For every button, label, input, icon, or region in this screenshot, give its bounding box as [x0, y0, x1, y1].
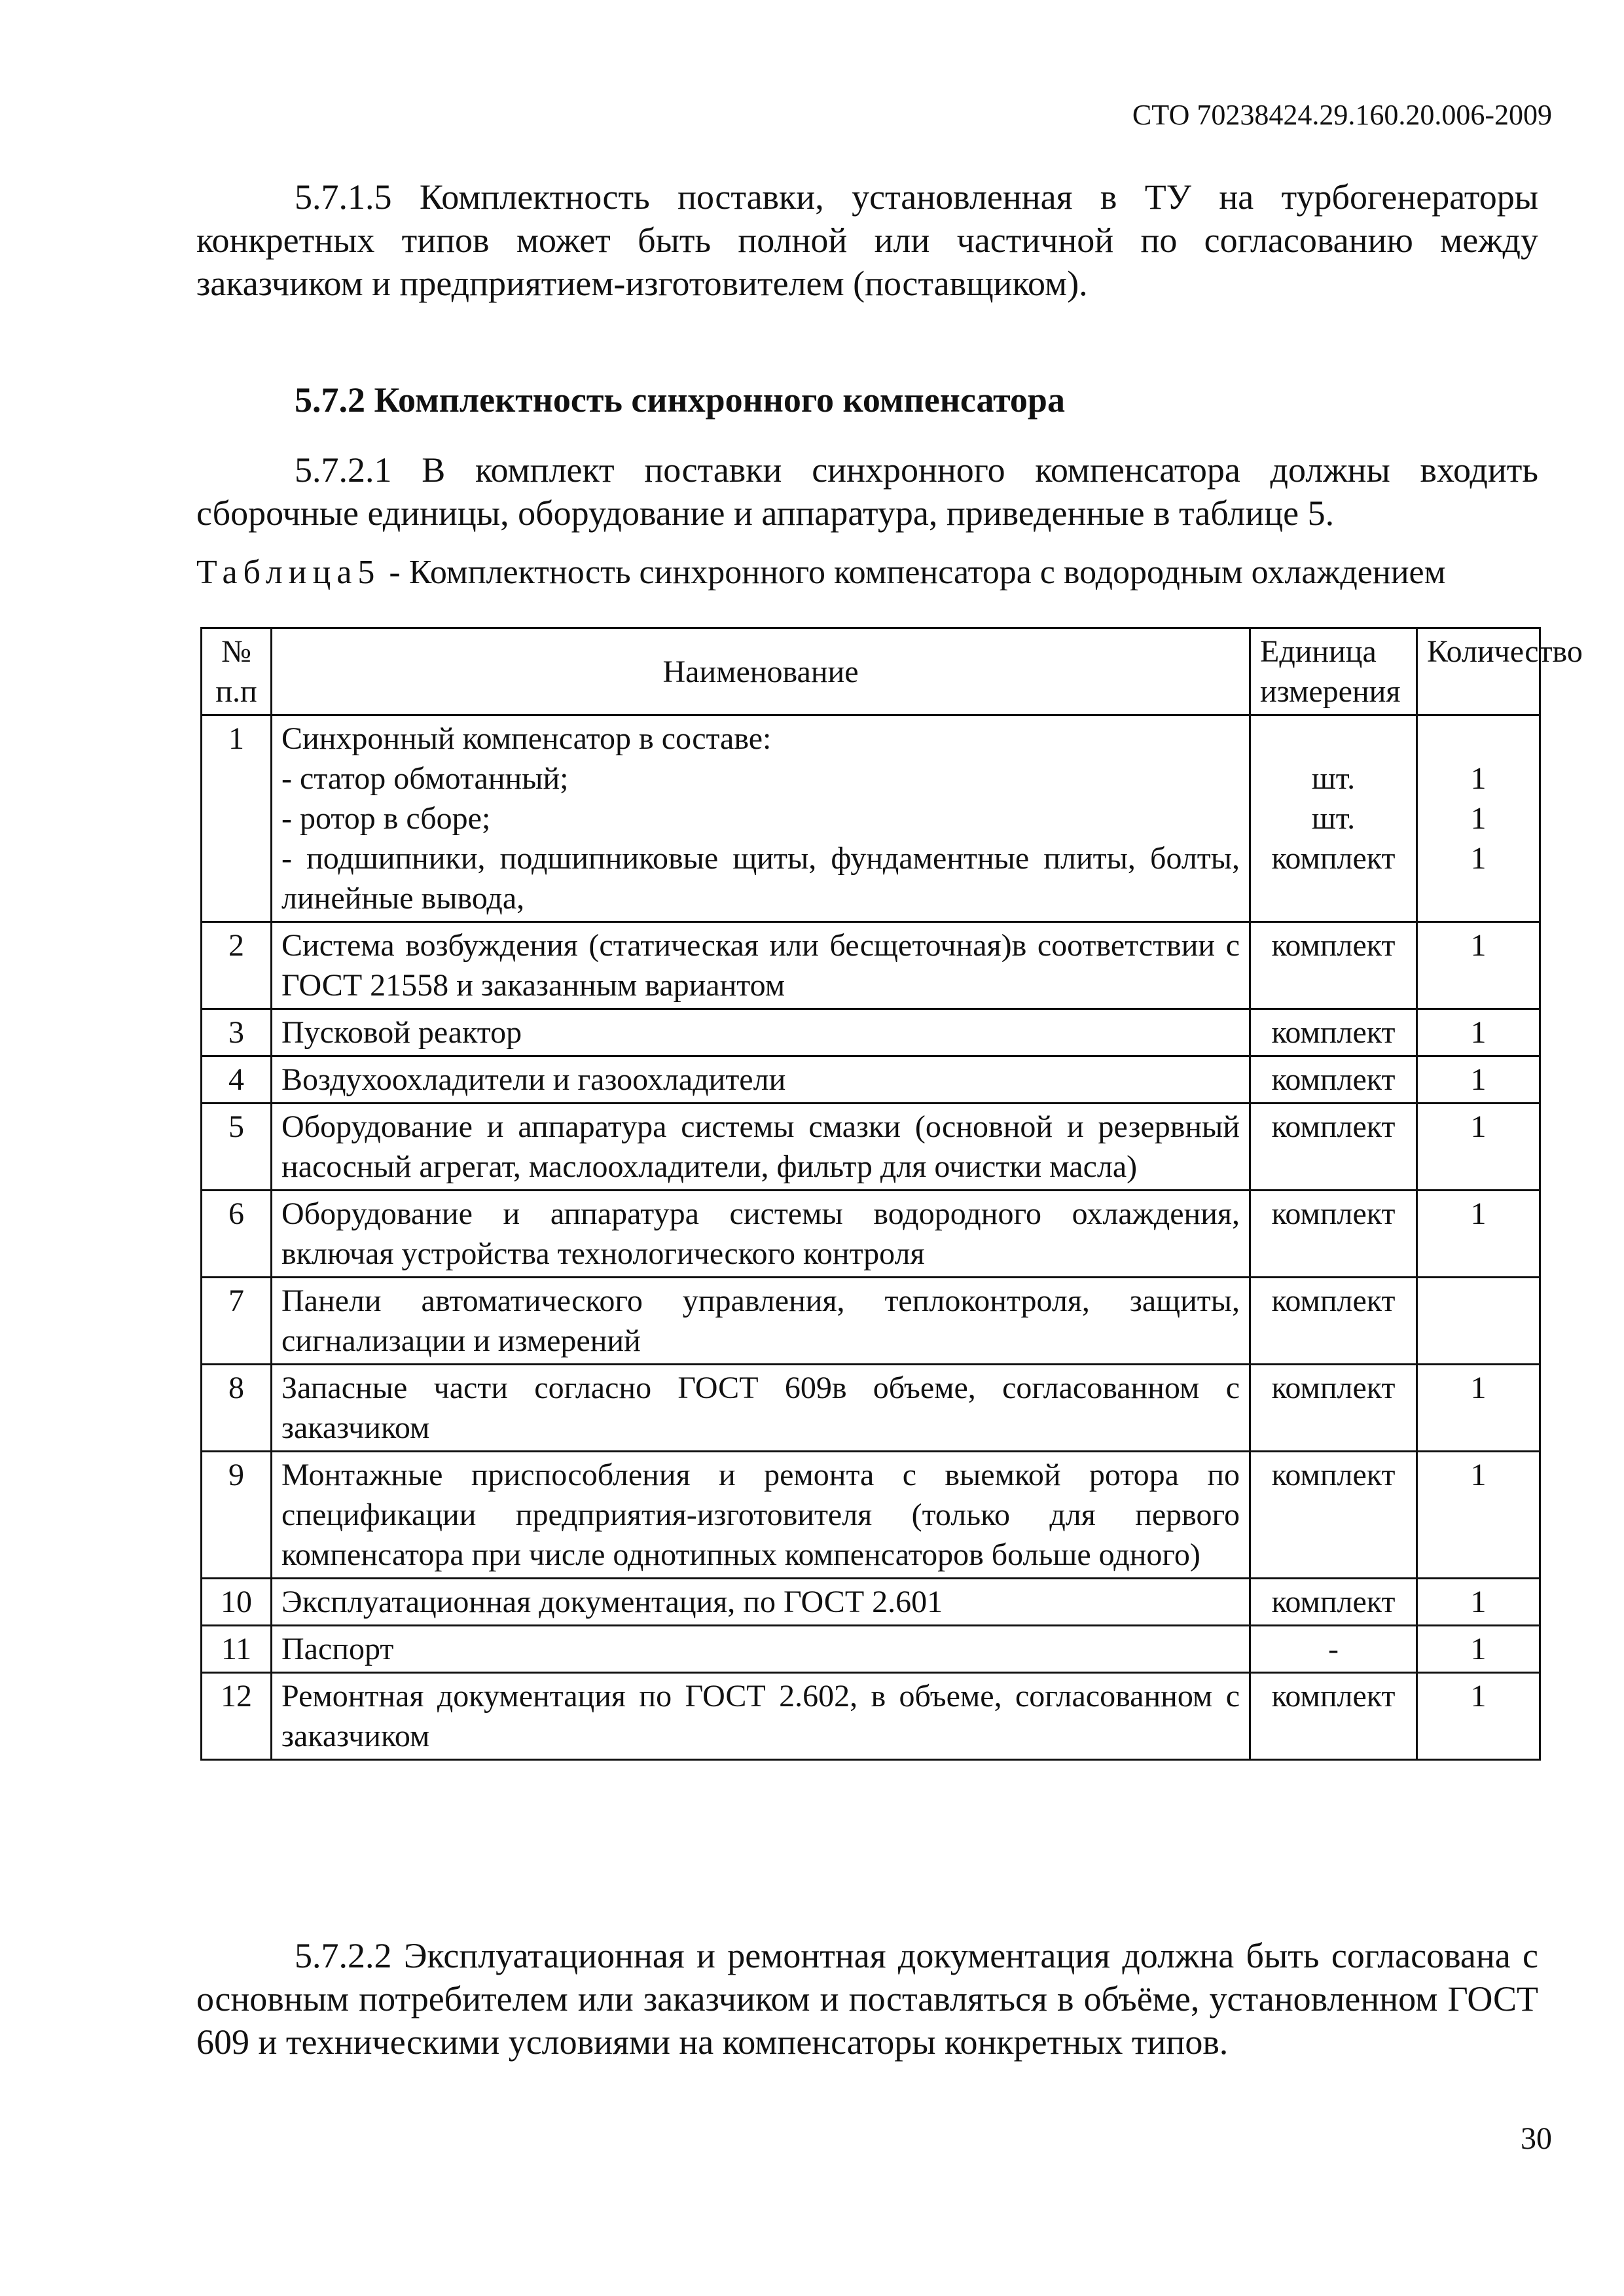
row-unit-value: шт.	[1311, 801, 1356, 836]
row-line: - ротор в сборе;	[281, 801, 491, 836]
row-unit: комплект	[1250, 1579, 1417, 1626]
row-num: 4	[202, 1056, 272, 1103]
row-unit	[1250, 715, 1417, 922]
row-qty: 1	[1417, 1191, 1540, 1278]
table-row	[202, 1673, 1540, 1760]
row-qty: 1	[1417, 1452, 1540, 1579]
row-unit: комплект	[1250, 1278, 1417, 1365]
row-qty: 1	[1417, 1579, 1540, 1626]
row-name: Паспорт	[272, 1626, 1250, 1673]
table-row	[202, 1579, 1540, 1626]
row-num: 7	[202, 1278, 272, 1365]
row-name: Монтажные приспособления и ремонта с выемкой ротора по спецификации предприятия-изготовителя (только для первого компенсатора при числе однотипных компенсаторов больше одного)	[272, 1452, 1250, 1579]
row-num: 12	[202, 1673, 272, 1760]
row-num: 11	[202, 1626, 272, 1673]
table-row	[202, 1056, 1540, 1103]
row-name: Запасные части согласно ГОСТ 609в объеме, согласованном с заказчиком	[272, 1365, 1250, 1452]
table-header-row	[202, 628, 1540, 715]
row-num: 3	[202, 1009, 272, 1056]
row-num: 5	[202, 1103, 272, 1191]
row-qty: 1	[1417, 1626, 1540, 1673]
row-unit-value: комплект	[1271, 841, 1396, 876]
row-line: - статор обмотанный;	[281, 761, 569, 796]
row-unit: комплект	[1250, 1009, 1417, 1056]
row-qty: 1	[1417, 922, 1540, 1009]
row-qty-value: 1	[1470, 761, 1487, 796]
row-name: Оборудование и аппаратура системы водородного охлаждения, включая устройства технологического контроля	[272, 1191, 1250, 1278]
row-num: 8	[202, 1365, 272, 1452]
table-row	[202, 1365, 1540, 1452]
paragraph-5-7-2-2-text: 5.7.2.2 Эксплуатационная и ремонтная документация должна быть согласована с основным потребителем или заказчиком и поставляться в объёме, установленном ГОСТ 609 и техническими условиями на компенсаторы конкретных типов.	[196, 1936, 1538, 2062]
row-unit: комплект	[1250, 1056, 1417, 1103]
row-qty-value: 1	[1470, 801, 1487, 836]
table-row	[202, 1103, 1540, 1191]
row-unit: комплект	[1250, 1452, 1417, 1579]
row-unit: комплект	[1250, 1673, 1417, 1760]
row-num: 9	[202, 1452, 272, 1579]
row-unit: комплект	[1250, 922, 1417, 1009]
paragraph-5-7-1-5	[196, 175, 1538, 305]
paragraph-5-7-2-1	[196, 448, 1538, 535]
row-qty: 1	[1417, 1673, 1540, 1760]
table-caption	[196, 553, 1446, 592]
row-qty: 1	[1417, 1056, 1540, 1103]
row-qty: 1	[1417, 1103, 1540, 1191]
table-caption-label: Таблица5	[196, 554, 381, 591]
row-line: - подшипники, подшипниковые щиты, фундаментные плиты, болты, линейные вывода,	[281, 841, 1240, 916]
table-row	[202, 1009, 1540, 1056]
header-name: Наименование	[272, 628, 1250, 715]
row-name: Ремонтная документация по ГОСТ 2.602, в объеме, согласованном с заказчиком	[272, 1673, 1250, 1760]
page-number: 30	[1521, 2121, 1552, 2156]
table-row	[202, 1452, 1540, 1579]
paragraph-5-7-2-2	[196, 1934, 1538, 2064]
row-qty	[1417, 1278, 1540, 1365]
row-qty: 1	[1417, 1009, 1540, 1056]
row-name: Панели автоматического управления, теплоконтроля, защиты, сигнализации и измерений	[272, 1278, 1250, 1365]
row-num: 10	[202, 1579, 272, 1626]
row-unit: -	[1250, 1626, 1417, 1673]
table-row	[202, 1278, 1540, 1365]
table-row	[202, 1626, 1540, 1673]
header-qty: Количество	[1417, 628, 1540, 715]
row-unit: комплект	[1250, 1103, 1417, 1191]
row-qty-value: 1	[1470, 841, 1487, 876]
table-row	[202, 922, 1540, 1009]
row-name: Воздухоохладители и газоохладители	[272, 1056, 1250, 1103]
table-row	[202, 1191, 1540, 1278]
row-num: 2	[202, 922, 272, 1009]
table-row	[202, 715, 1540, 922]
header-unit: Единица измерения	[1250, 628, 1417, 715]
row-line: Синхронный компенсатор в составе:	[281, 721, 772, 756]
row-name: Пусковой реактор	[272, 1009, 1250, 1056]
document-code: СТО 70238424.29.160.20.006-2009	[1132, 99, 1552, 131]
paragraph-5-7-1-5-text: 5.7.1.5 Комплектность поставки, установленная в ТУ на турбогенераторы конкретных типов может быть полной или частичной по согласованию между заказчиком и предприятием-изготовителем (поставщиком).	[196, 177, 1538, 303]
row-name	[272, 715, 1250, 922]
row-name: Оборудование и аппаратура системы смазки (основной и резервный насосный агрегат, маслоохладители, фильтр для очистки масла)	[272, 1103, 1250, 1191]
paragraph-5-7-2-1-text: 5.7.2.1 В комплект поставки синхронного компенсатора должны входить сборочные единицы, оборудование и аппаратура, приведенные в таблице 5.	[196, 450, 1538, 533]
equipment-table	[200, 627, 1583, 1761]
row-qty: 1	[1417, 1365, 1540, 1452]
header-num: № п.п	[202, 628, 272, 715]
row-qty	[1417, 715, 1540, 922]
section-heading-5-7-2: 5.7.2 Комплектность синхронного компенсатора	[295, 380, 1065, 420]
row-unit: комплект	[1250, 1365, 1417, 1452]
row-name: Система возбуждения (статическая или бесщеточная)в соответствии с ГОСТ 21558 и заказанным вариантом	[272, 922, 1250, 1009]
table-caption-text: - Комплектность синхронного компенсатора с водородным охлаждением	[389, 554, 1446, 591]
row-unit-value: шт.	[1311, 761, 1356, 796]
row-num: 1	[202, 715, 272, 922]
row-num: 6	[202, 1191, 272, 1278]
row-name: Эксплуатационная документация, по ГОСТ 2.601	[272, 1579, 1250, 1626]
row-unit: комплект	[1250, 1191, 1417, 1278]
